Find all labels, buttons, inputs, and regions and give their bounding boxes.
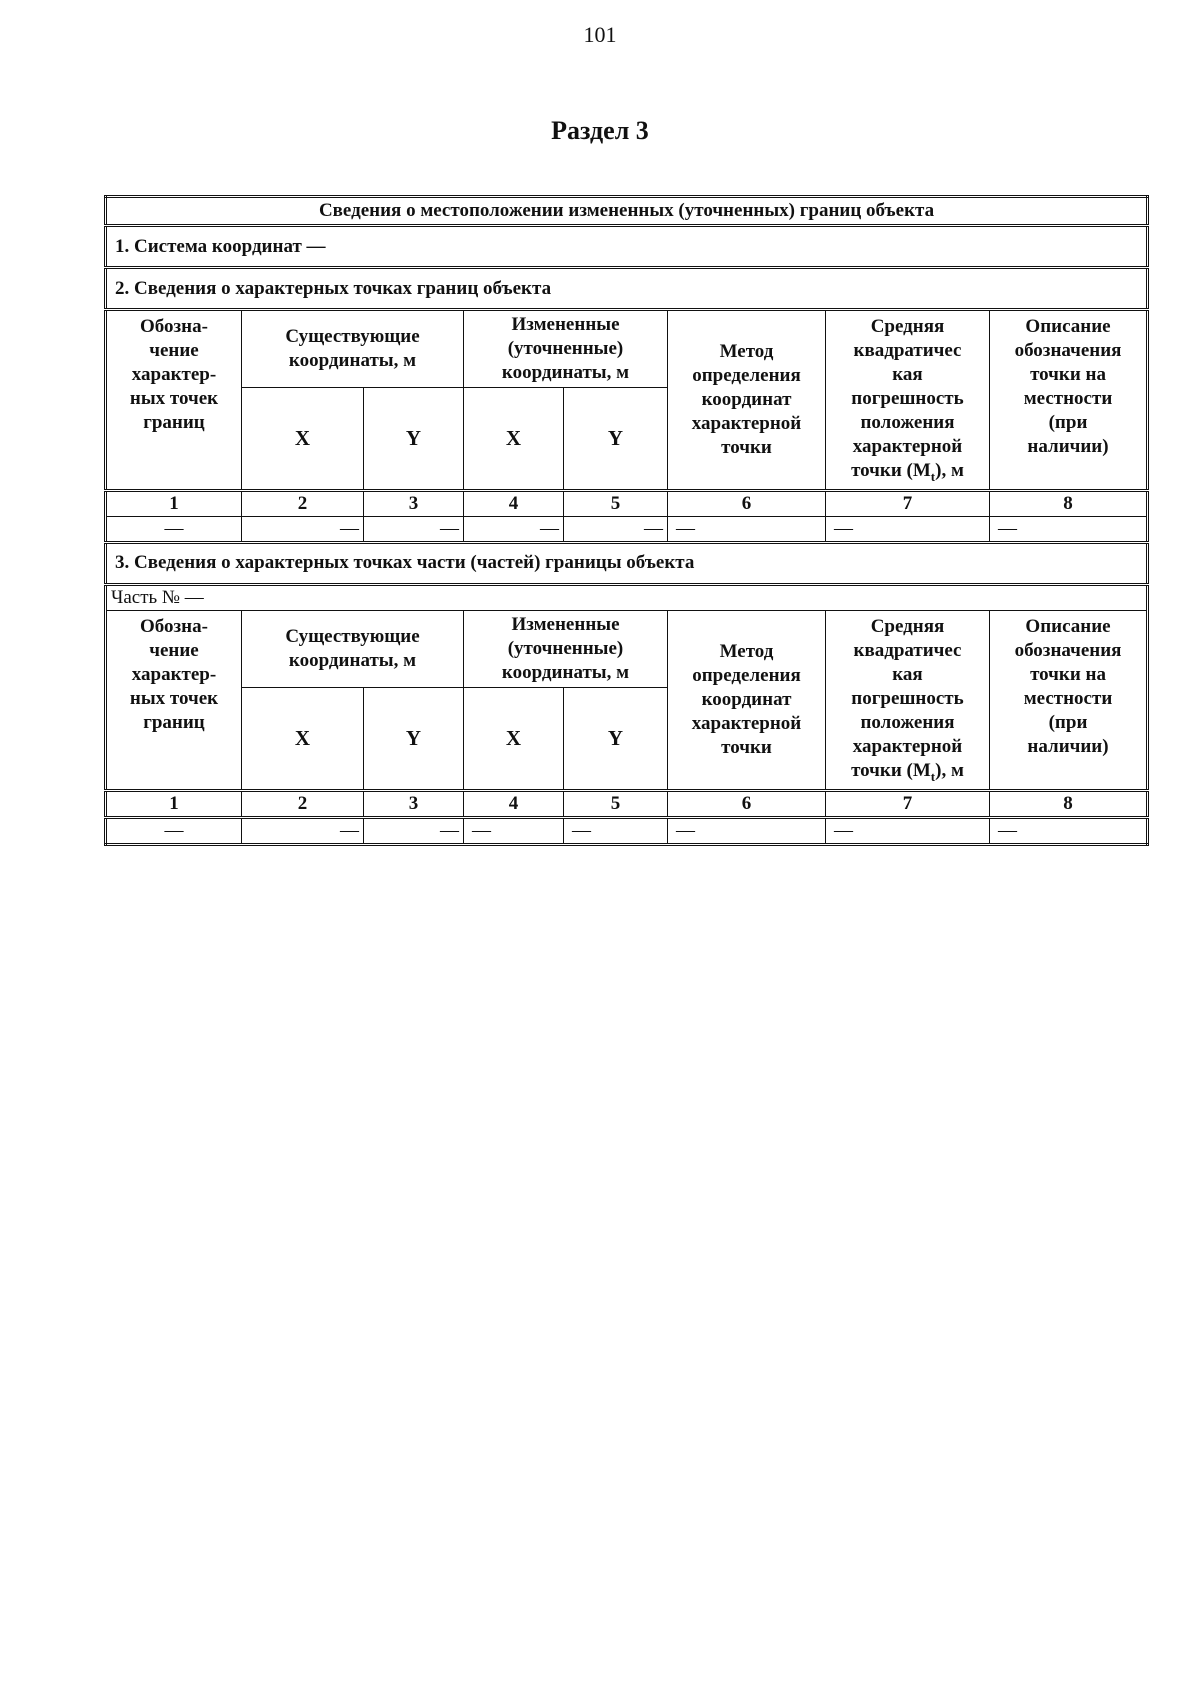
col-num: 5 (564, 490, 668, 516)
cell-dash: — (990, 516, 1148, 542)
table-title: Сведения о местоположении измененных (уточненных) границ объекта (106, 197, 1148, 226)
col-num: 4 (464, 790, 564, 817)
col-num: 7 (826, 490, 990, 516)
header-existing-x: X (242, 388, 364, 491)
col-num: 6 (668, 790, 826, 817)
col-num: 7 (826, 790, 990, 817)
col-num: 4 (464, 490, 564, 516)
header-rms-error: Средняя квадратичес кая погрешность положения характерной точки $(M_t)$, м (826, 310, 990, 491)
column-numbers-row (106, 790, 1148, 817)
header-method: Метод определения координат характерной точки (668, 310, 826, 491)
header-description: Описание обозначения точки на местности (при наличии) (990, 610, 1148, 790)
header-existing-y: Y (364, 688, 464, 790)
col-num: 8 (990, 790, 1148, 817)
page-number: 101 (583, 22, 617, 47)
header-changed-y: Y (564, 388, 668, 491)
cell-dash: — (464, 516, 564, 542)
cell-dash: — (106, 516, 242, 542)
header-existing-x: X (242, 688, 364, 790)
header-existing-coords: Существующие координаты, м (242, 310, 464, 388)
col-num: 2 (242, 490, 364, 516)
cell-dash: — (564, 817, 668, 844)
header-changed-x: X (464, 688, 564, 790)
header-changed-y: Y (564, 688, 668, 790)
col-num: 2 (242, 790, 364, 817)
cell-dash: — (990, 817, 1148, 844)
header-changed-coords: Измененные (уточненные) координаты, м (464, 610, 668, 688)
cell-dash: — (242, 817, 364, 844)
col-num: 3 (364, 490, 464, 516)
cell-dash: — (464, 817, 564, 844)
cell-dash: — (826, 817, 990, 844)
cell-dash: — (826, 516, 990, 542)
cell-dash: — (364, 516, 464, 542)
section-title: Раздел 3 (551, 116, 649, 145)
coord-system-row: 1. Система координат — (106, 226, 1148, 268)
col-num: 3 (364, 790, 464, 817)
col-num: 8 (990, 490, 1148, 516)
col-num: 1 (106, 790, 242, 817)
cell-dash: — (564, 516, 668, 542)
table-row (106, 817, 1148, 844)
section3-title: 3. Сведения о характерных точках части (частей) границы объекта (106, 542, 1148, 584)
col-num: 5 (564, 790, 668, 817)
header-method: Метод определения координат характерной точки (668, 610, 826, 790)
section2-title: 2. Сведения о характерных точках границ объекта (106, 268, 1148, 310)
header-changed-x: X (464, 388, 564, 491)
header-changed-coords: Измененные (уточненные) координаты, м (464, 310, 668, 388)
column-numbers-row (106, 490, 1148, 516)
cell-dash: — (668, 817, 826, 844)
cell-dash: — (668, 516, 826, 542)
cell-dash: — (364, 817, 464, 844)
header-existing-coords: Существующие координаты, м (242, 610, 464, 688)
cell-dash: — (106, 817, 242, 844)
col-num: 1 (106, 490, 242, 516)
cell-dash: — (242, 516, 364, 542)
table-row (106, 516, 1148, 542)
header-description: Описание обозначения точки на местности (при наличии) (990, 310, 1148, 491)
col-num: 6 (668, 490, 826, 516)
header-rms-error: Средняя квадратичес кая погрешность положения характерной точки $(M_t)$, м (826, 610, 990, 790)
boundary-table (104, 195, 1149, 846)
header-designation: Обозна- чение характер- ных точек границ (106, 610, 242, 790)
part-label: Часть № — (106, 584, 1148, 610)
header-designation: Обозна- чение характер- ных точек границ (106, 310, 242, 491)
header-existing-y: Y (364, 388, 464, 491)
